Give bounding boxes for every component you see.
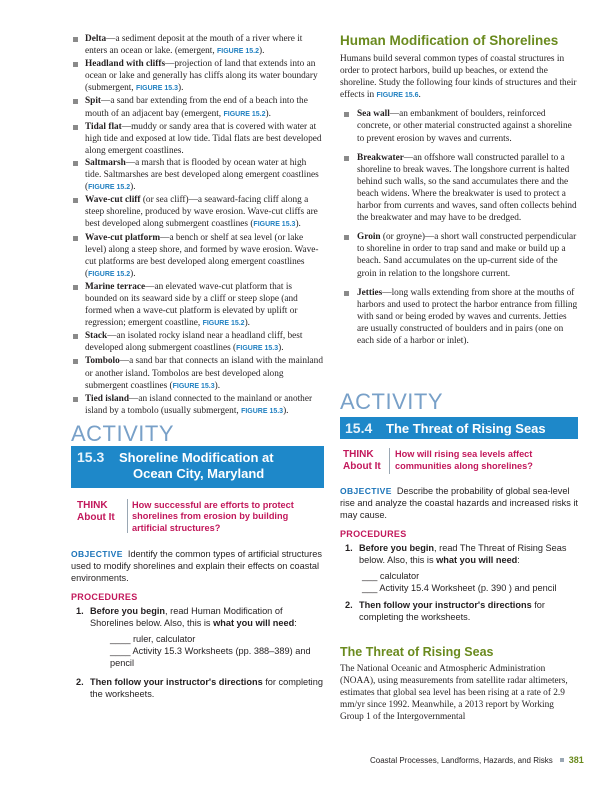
figure-ref: FIGURE 15.3 (172, 382, 215, 390)
term-item (71, 281, 324, 330)
term-name: Tombolo (85, 356, 120, 367)
about-it-label: About It (77, 511, 115, 523)
need-item: ____ ruler, calculator (110, 633, 196, 644)
term-definition: —a sand bar extending from the end of a beach into the mouth of an adjacent bay (emergent, (85, 96, 308, 119)
think-divider (389, 448, 390, 474)
term-name: Stack (85, 331, 108, 342)
procedure-step-1 (71, 605, 324, 629)
objective-text: Identify the common types of artificial structures used to modify shorelines and explain their effects on coastal environments. (71, 548, 322, 584)
figure-ref: FIGURE 15.2 (202, 320, 245, 328)
term-item (340, 287, 578, 347)
term-definition: —an elevated wave-cut platform that is bounded on its seaward side by a cliff or steep slope (and formed when a wave-cut platform is elevated by uplift or regression; emergent coastline, (85, 281, 298, 329)
procedures-label: PROCEDURES (340, 528, 407, 539)
step-end: : (517, 554, 520, 565)
term-end: ). (130, 268, 136, 279)
step-bold-2: what you will need (213, 617, 295, 628)
term-definition: —an isolated rocky island near a headland cliff, best developed along submergent coastlines ( (85, 331, 303, 354)
procedure-step-2 (71, 676, 324, 700)
need-item: ___ calculator (362, 570, 420, 581)
term-definition: —an island connected to the mainland or another island by a tombolo (usually submergent, (85, 393, 313, 416)
term-item (71, 330, 324, 355)
term-item (340, 108, 578, 144)
bullet-square (73, 285, 78, 290)
bullet-square (73, 99, 78, 104)
term-name: Delta (85, 34, 107, 44)
term-item (71, 355, 324, 392)
objective-text: Describe the probability of global sea-level rise and analyze the coastal hazards and increased risks it may cause. (340, 486, 578, 521)
page-footer (370, 755, 584, 765)
step-text: , read Human Modification of Shorelines below. Also, this is (90, 605, 283, 628)
step-number: 2. (345, 599, 353, 610)
term-definition: —an embankment of boulders, reinforced concrete, or other material constructed against a shoreline to prevent erosion by waves and currents. (357, 109, 572, 144)
bullet-square (73, 161, 78, 166)
think-about-it-15-4 (340, 447, 578, 479)
right-column (340, 33, 578, 723)
objective-label: OBJECTIVE (340, 486, 392, 497)
term-definition: —a bench or shelf at sea level (or lake level) along a steep shore, and formed by wave erosion. Wave-cut platforms are best developed along emergent coastlines ( (85, 232, 319, 279)
objective-15-4 (340, 485, 578, 522)
term-end: ). (295, 219, 301, 230)
term-name: Jetties (357, 287, 383, 298)
figure-ref: FIGURE 15.3 (253, 221, 296, 229)
term-name: Tied island (85, 393, 130, 404)
figure-ref: FIGURE 15.3 (241, 407, 284, 415)
step-bold: Then follow your instructor's directions (90, 676, 263, 687)
think-label: THINK (77, 499, 108, 511)
figure-ref: FIGURE 15.2 (217, 48, 260, 56)
think-question: How successful are efforts to protect shorelines from erosion by building artificial structures? (132, 499, 294, 533)
term-end: ). (214, 380, 221, 391)
figure-ref: FIGURE 15.6 (376, 92, 419, 100)
term-item (71, 232, 324, 281)
step-text: for completing the worksheets. (90, 676, 323, 699)
step-bold: Before you begin (90, 605, 166, 616)
bullet-square (73, 37, 78, 42)
term-name: Breakwater (357, 152, 404, 163)
term-end: ). (130, 182, 136, 193)
term-name: Tidal flat (85, 121, 122, 132)
think-about-it-15-3 (71, 496, 324, 542)
term-name: Groin (357, 232, 381, 243)
term-name: Spit (85, 96, 102, 107)
term-definition: —an offshore wall constructed parallel to a shoreline to break waves. The longshore current is halted behind such walls, so the sand accumulates there and the beach widens. Where the breakwater is used to protect a harbor from currents and waves, sand often collects behind the breakwater and may have to be dredged. (357, 152, 577, 224)
bullet-square (73, 125, 78, 130)
needs-list (71, 633, 324, 669)
term-item (71, 194, 324, 231)
activity-title-line1: Shoreline Modification at (119, 449, 274, 465)
figure-ref: FIGURE 15.3 (236, 345, 279, 353)
human-modification-heading: Human Modification of Shorelines (340, 33, 559, 48)
term-definition: —a sand bar that connects an island with the mainland or another island. Tombolos are best developed along submergent coastlines ( (85, 356, 323, 391)
term-definition: —long walls extending from shore at the mouths of harbors and used to protect the harbor entrance from filling with sand or being eroded by waves and currents. Jetties are usually constructed of boulders and in pairs (one on each side of a harbor or inlet). (357, 287, 578, 346)
term-item (71, 157, 324, 194)
think-divider (127, 499, 128, 533)
activity-title: The Threat of Rising Seas (386, 421, 546, 437)
need-item: ____ Activity 15.3 Worksheets (pp. 388–389) and pencil (110, 645, 311, 668)
term-definition: —projection of land that extends into an ocean or lake and generally has cliffs along its water boundary (submergent, (85, 59, 318, 94)
term-item (340, 152, 578, 225)
term-item (71, 58, 324, 95)
figure-ref: FIGURE 15.2 (88, 270, 131, 278)
bullet-square (344, 235, 349, 240)
activity-15-4-heading (340, 389, 578, 415)
need-item: ___ Activity 15.4 Worksheet (p. 390 ) and pencil (362, 582, 557, 593)
term-name: Wave-cut cliff (85, 195, 141, 206)
figure-ref: FIGURE 15.3 (135, 85, 178, 93)
activity-word: ACTIVITY (340, 389, 444, 415)
bullet-square (73, 236, 78, 241)
procedure-step-1 (340, 542, 578, 566)
left-column (71, 33, 324, 700)
term-name: Sea wall (357, 109, 390, 120)
activity-number: 15.4 (345, 420, 373, 437)
activity-number: 15.3 (77, 448, 105, 465)
step-text: for completing the worksheets. (359, 599, 545, 622)
bullet-square (73, 397, 78, 402)
bullet-square (344, 156, 349, 161)
bullet-square (73, 198, 78, 203)
term-end: ). (244, 318, 250, 329)
activity-15-3-title-bar (71, 446, 324, 488)
activity-15-3-heading (71, 420, 324, 446)
think-label: THINK (343, 449, 374, 461)
figure-ref: FIGURE 15.2 (223, 110, 266, 118)
term-end: ). (259, 46, 265, 57)
human-modification-intro (340, 53, 578, 102)
step-text: , read The Threat of Rising Seas below. Also, this is (359, 542, 567, 565)
activity-title-line2: Ocean City, Maryland (133, 465, 265, 481)
page-number: 381 (568, 755, 584, 765)
term-end: ). (278, 343, 284, 354)
step-number: 2. (76, 676, 84, 687)
objective-label: OBJECTIVE (71, 548, 123, 559)
step-bold-2: what you will need (436, 554, 518, 565)
step-bold: Before you begin (359, 542, 435, 553)
intro-text: Humans build several common types of coastal structures in order to protect harbors, build up beaches, or extend the shoreline. Study the following four kinds of structures and their effects in (340, 54, 577, 101)
bullet-square (73, 334, 78, 339)
bullet-square (73, 62, 78, 67)
activity-word: ACTIVITY (71, 420, 175, 446)
term-definition: (or groyne)—a short wall constructed perpendicular to shoreline in order to trap sand and make or build up a beach. Sand accumulates on the up-current side of the groin in relation to the longshore current. (357, 232, 577, 279)
term-definition: —a sediment deposit at the mouth of a river where it enters an ocean or lake. (emergent, (85, 34, 303, 57)
bullet-square (344, 291, 349, 296)
term-name: Headland with cliffs (85, 59, 166, 70)
procedure-step-2 (340, 599, 578, 623)
objective-15-3 (71, 548, 324, 585)
term-definition: (or sea cliff)—a seaward-facing cliff along a steep shoreline, produced by wave erosion. Wave-cut cliffs are best developed along submergent coastlines ( (85, 195, 318, 230)
step-end: : (294, 617, 297, 628)
term-end: ). (177, 83, 184, 94)
term-item (71, 95, 324, 120)
step-number: 1. (76, 605, 84, 616)
coastal-landform-list (71, 33, 324, 418)
figure-ref: FIGURE 15.2 (88, 184, 131, 192)
intro-end: . (418, 90, 421, 101)
footer-text: Coastal Processes, Landforms, Hazards, and Risks (370, 756, 553, 765)
term-name: Wave-cut platform (85, 232, 161, 243)
term-item (71, 33, 324, 58)
term-item (340, 231, 578, 279)
think-question: How will rising sea levels affect communities along shorelines? (395, 449, 533, 471)
about-it-label: About It (343, 461, 381, 473)
term-item (71, 393, 324, 418)
bullet-square (73, 359, 78, 364)
activity-15-4-title-bar (340, 417, 578, 439)
term-definition: —a marsh that is flooded by ocean water at high tide. Saltmarshes are best developed along emergent coastlines ( (85, 157, 319, 193)
bullet-square (344, 112, 349, 117)
step-number: 1. (345, 542, 353, 553)
term-end: ). (265, 108, 271, 119)
footer-separator (560, 758, 564, 762)
term-end: ). (283, 405, 289, 416)
step-bold: Then follow your instructor's directions (359, 599, 532, 610)
term-item (71, 121, 324, 157)
rising-seas-text: The National Oceanic and Atmospheric Administration (NOAA), using measurements from satellite radar altimeters, estimates that global sea level has been rising at a rate of 2.9 mm/yr since 1992. Meanwhile, a 2013 report by Working Group 1 of the Intergovernmental (340, 663, 568, 723)
rising-seas-heading: The Threat of Rising Seas (340, 644, 494, 659)
needs-list (340, 570, 578, 594)
term-definition: —muddy or sandy area that is covered with water at high tide and exposed at low tide. Tidal flats are best developed along emergent coastlines. (85, 121, 322, 156)
term-name: Saltmarsh (85, 157, 126, 168)
coastal-structure-list (340, 108, 578, 347)
procedures-label: PROCEDURES (71, 591, 138, 602)
term-name: Marine terrace (85, 281, 146, 292)
